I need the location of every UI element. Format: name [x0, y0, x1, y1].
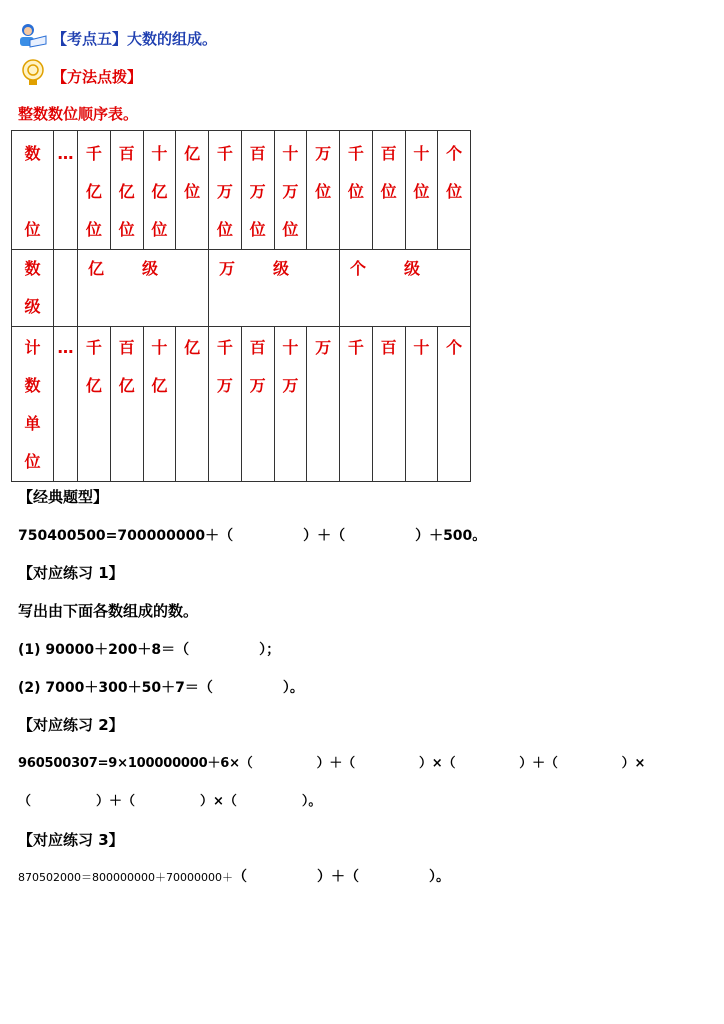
table-cell: 千 亿 [78, 327, 111, 482]
exercise-1-title: 【对应练习 1】 [18, 564, 124, 582]
classic-question: 750400500=700000000＋（ ）＋（ ）＋500。 [18, 528, 487, 544]
table-cell: 十 位 [405, 131, 438, 250]
row-head-group: 数 级 [12, 250, 54, 327]
table-cell: 十 亿 [143, 327, 176, 482]
classic-title: 【经典题型】 [18, 488, 109, 506]
table-cell: 亿 位 [176, 131, 209, 250]
exercise-2-question-line-1: 960500307=9×100000000＋6×（ ）＋（ ）×（ ）＋（ ）× [18, 756, 646, 771]
table-cell: 亿 [176, 327, 209, 482]
exercise-1-question-1: (1) 90000＋200＋8＝（ ）； [18, 642, 281, 658]
row-head-digit: 数 位 [12, 131, 54, 250]
group-wan: 万 级 [209, 250, 340, 327]
table-row-group [12, 250, 471, 327]
table-cell: 万 [307, 327, 340, 482]
table-cell: 千 万 [209, 327, 242, 482]
method-title: 【方法点拨】 [52, 68, 143, 86]
exercise-1-intro: 写出由下面各数组成的数。 [18, 602, 199, 620]
table-cell: 千 亿 位 [78, 131, 111, 250]
table-cell: 百 位 [372, 131, 405, 250]
student-reading-icon [16, 22, 48, 50]
exercise-2-question-line-2: （ ）＋（ ）×（ ）。 [18, 794, 322, 809]
table-cell: 千 位 [340, 131, 373, 250]
ellipsis-cell: … [54, 327, 78, 482]
exercise-3-question-suffix: （ ）＋（ ）。 [232, 869, 450, 885]
exercise-1-question-2: (2) 7000＋300＋50＋7＝（ ）。 [18, 680, 304, 696]
place-value-table [11, 130, 471, 482]
table-cell: 万 位 [307, 131, 340, 250]
table-row-unit [12, 327, 471, 482]
exercise-3-title: 【对应练习 3】 [18, 831, 124, 849]
table-title: 整数数位顺序表。 [18, 105, 139, 123]
table-row-digit [12, 131, 471, 250]
table-cell: 个 位 [438, 131, 471, 250]
table-cell: 千 [340, 327, 373, 482]
table-cell: 百 万 [241, 327, 274, 482]
exercise-2-title: 【对应练习 2】 [18, 716, 124, 734]
table-cell: 十 [405, 327, 438, 482]
table-cell: 百 万 位 [241, 131, 274, 250]
table-cell: 十 亿 位 [143, 131, 176, 250]
exercise-3-question [18, 866, 450, 886]
row-head-unit: 计 数 单 位 [12, 327, 54, 482]
table-cell: 十 万 位 [274, 131, 307, 250]
table-cell: 百 亿 [110, 327, 143, 482]
table-cell: 十 万 [274, 327, 307, 482]
ellipsis-cell: … [54, 131, 78, 250]
table-cell: 千 万 位 [209, 131, 242, 250]
topic-title: 【考点五】大数的组成。 [52, 30, 218, 48]
exercise-3-question-prefix: 870502000＝800000000＋70000000＋ [18, 871, 233, 884]
table-cell: 个 [438, 327, 471, 482]
table-cell: 百 亿 位 [110, 131, 143, 250]
lightbulb-icon [20, 58, 46, 88]
ellipsis-cell [54, 250, 78, 327]
group-ge: 个 级 [340, 250, 471, 327]
table-cell: 百 [372, 327, 405, 482]
group-yi: 亿 级 [78, 250, 209, 327]
